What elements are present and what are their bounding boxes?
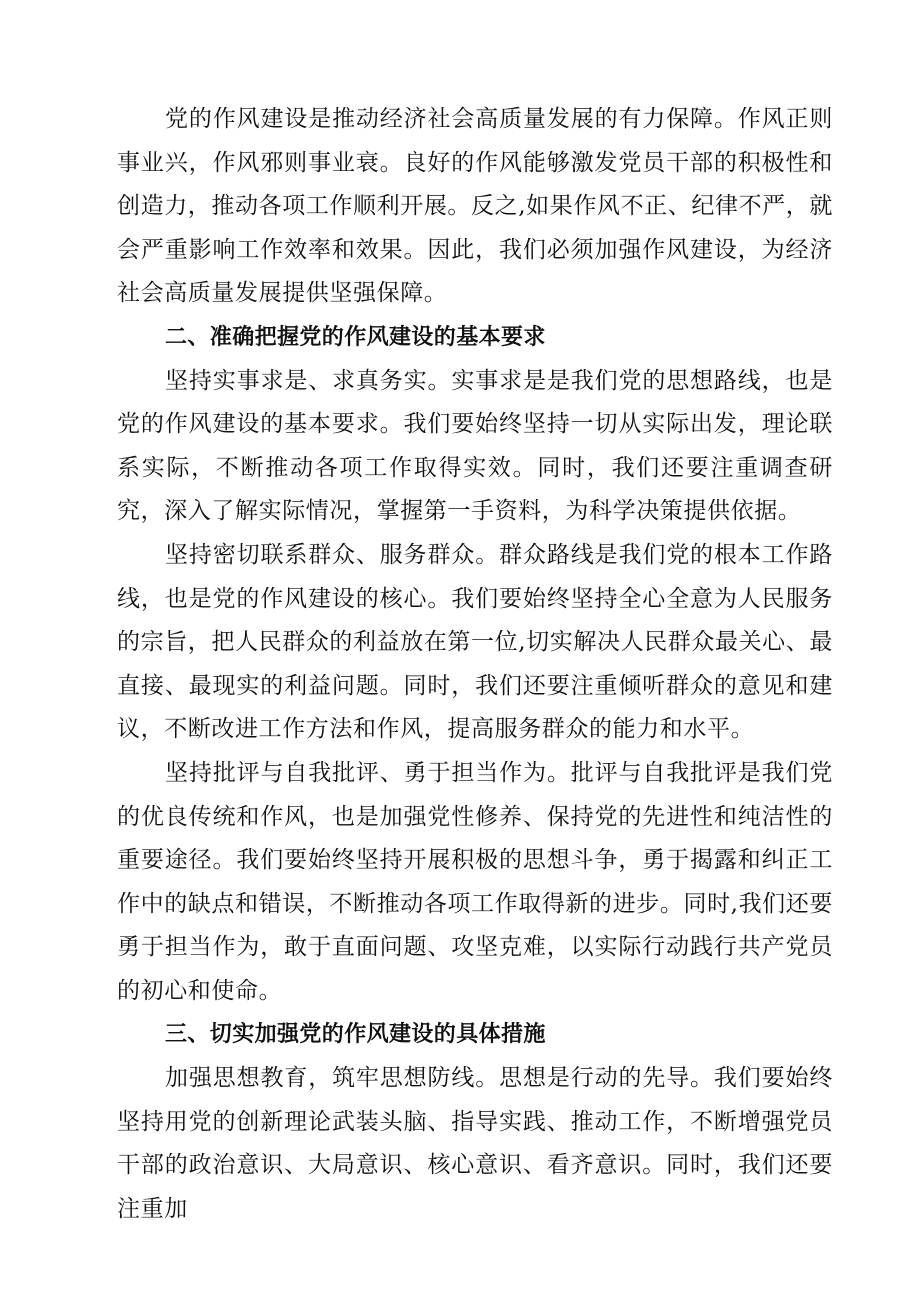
paragraph-ideological-education: 加强思想教育，筑牢思想防线。思想是行动的先导。我们要始终坚持用党的创新理论武装头脑、指导实践、推动工作，不断增强党员干部的政治意识、大局意识、核心意识、看齐意识。同时，我们还要注重加 <box>117 1065 833 1222</box>
section-heading-3: 三、切实加强党的作风建设的具体措施 <box>165 1022 546 1048</box>
paragraph-seek-truth: 坚持实事求是、求真务实。实事求是是我们党的思想路线，也是党的作风建设的基本要求。我们要始终坚持一切从实际出发，理论联系实际，不断推动各项工作取得实效。同时，我们还要注重调查研究，深入了解实际情况，掌握第一手资料，为科学决策提供依据。 <box>117 367 833 525</box>
paragraph-intro-conclusion: 党的作风建设是推动经济社会高质量发展的有力保障。作风正则事业兴，作风邪则事业衰。良好的作风能够激发党员干部的积极性和创造力，推动各项工作顺利开展。反之,如果作风不正、纪律不严，就会严重影响工作效率和效果。因此，我们必须加强作风建设，为经济社会高质量发展提供坚强保障。 <box>117 106 833 307</box>
paragraph-criticism: 坚持批评与自我批评、勇于担当作为。批评与自我批评是我们党的优良传统和作风，也是加强党性修养、保持党的先进性和纯洁性的重要途径。我们要始终坚持开展积极的思想斗争，勇于揭露和纠正工作中的缺点和错误，不断推动各项工作取得新的进步。同时,我们还要勇于担当作为，敢于直面问题、攻坚克难，以实际行动践行共产党员的初心和使命。 <box>117 759 833 1004</box>
document-body <box>117 98 833 1231</box>
paragraph-mass-line: 坚持密切联系群众、服务群众。群众路线是我们党的根本工作路线，也是党的作风建设的核心。我们要始终坚持全心全意为人民服务的宗旨，把人民群众的利益放在第一位,切实解决人民群众最关心、最直接、最现实的利益问题。同时，我们还要注重倾听群众的意见和建议，不断改进工作方法和作风，提高服务群众的能力和水平。 <box>117 541 833 743</box>
section-heading-2: 二、准确把握党的作风建设的基本要求 <box>165 324 546 350</box>
